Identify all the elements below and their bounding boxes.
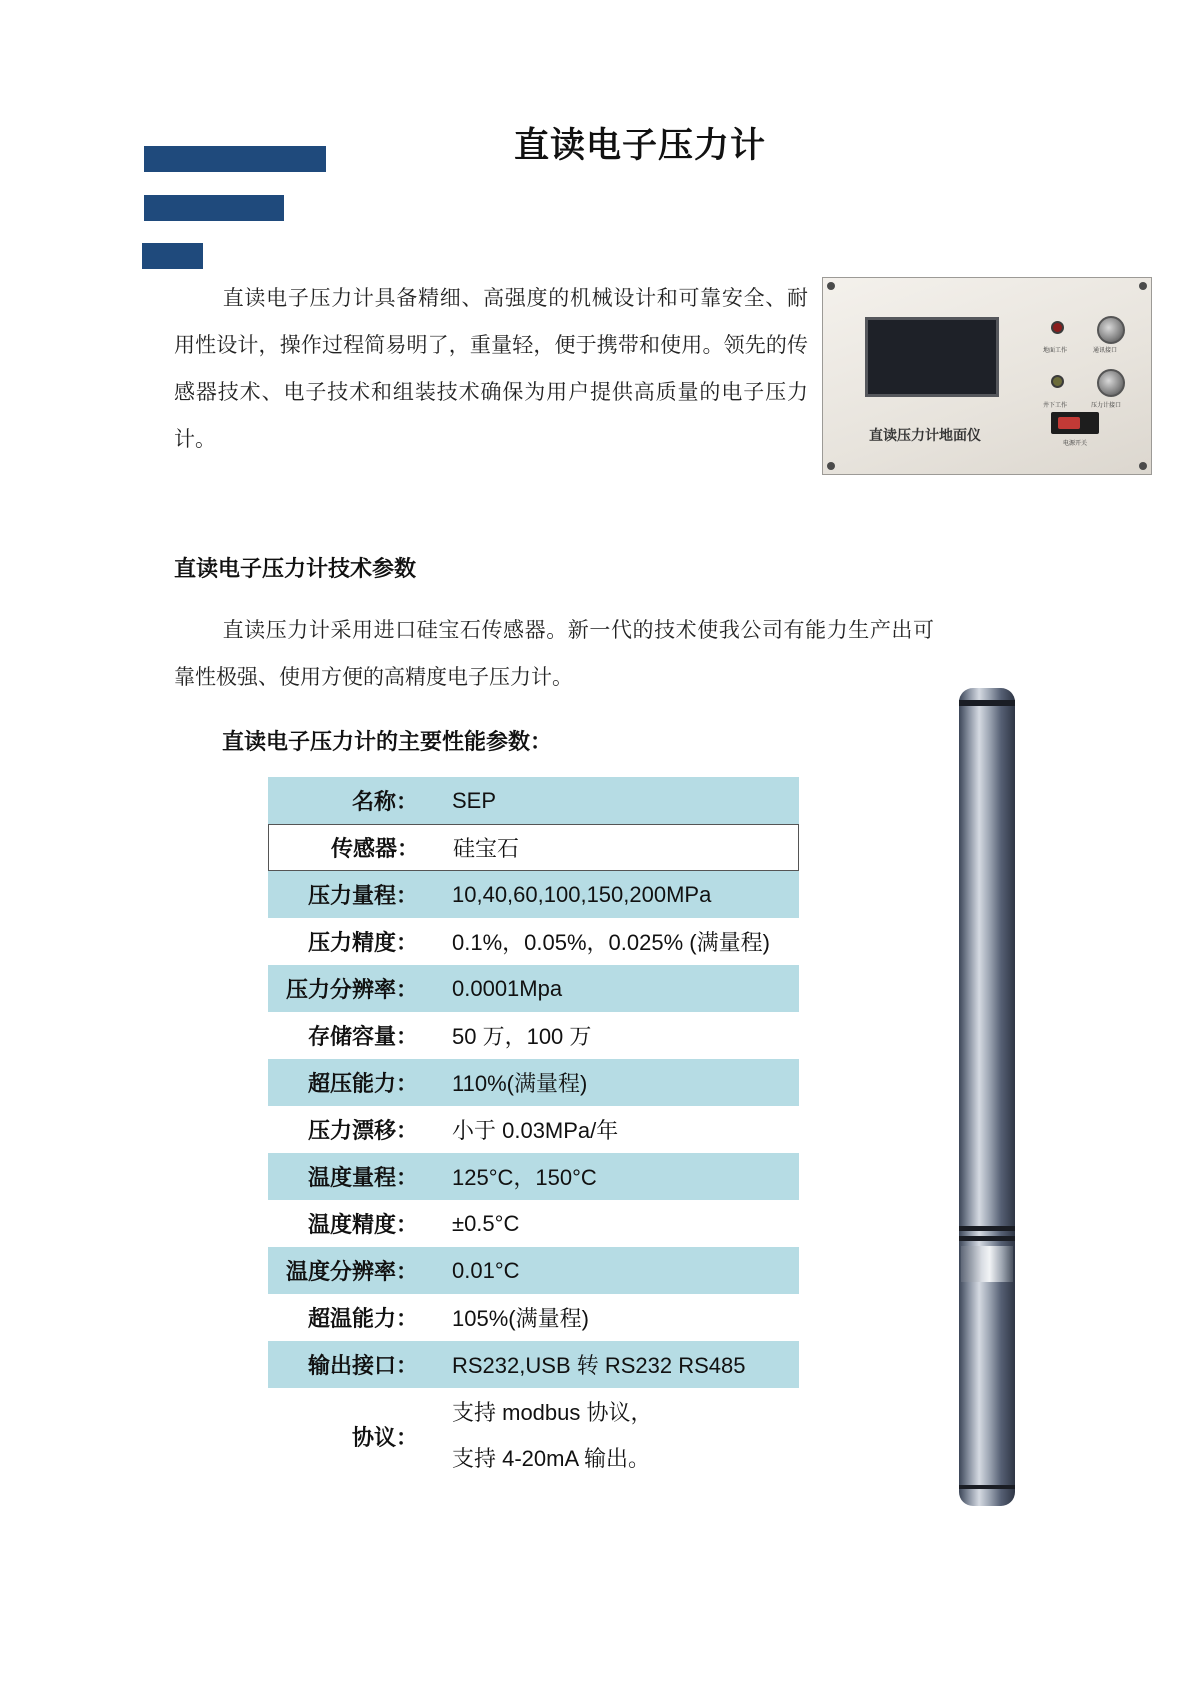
spec-label: 压力漂移：	[307, 1119, 418, 1144]
spec-value: 50 万，100 万	[452, 1024, 592, 1049]
spec-row	[268, 777, 799, 824]
panel-small-label: 通讯接口	[1093, 347, 1118, 354]
spec-label: 名称：	[351, 790, 418, 815]
spec-value: ±0.5°C	[452, 1210, 520, 1236]
spec-row	[268, 1059, 799, 1106]
spec-row	[268, 1106, 799, 1153]
decor-bar-1	[144, 146, 326, 172]
spec-value: 0.0001Mpa	[452, 975, 563, 1001]
led-icon	[1051, 375, 1064, 388]
ground-unit-photo	[822, 277, 1152, 475]
page-title: 直读电子压力计	[513, 125, 766, 166]
panel-label: 直读压力计地面仪	[869, 428, 981, 444]
spec-label: 温度量程：	[307, 1166, 418, 1191]
spec-value: SEP	[452, 787, 497, 813]
section-paragraph	[174, 607, 934, 701]
spec-row	[268, 1153, 799, 1200]
connector-icon	[1097, 316, 1125, 344]
spec-value: 0.01°C	[452, 1257, 520, 1283]
probe-ring	[959, 1236, 1015, 1241]
spec-row	[268, 1247, 799, 1294]
probe-ring	[959, 1485, 1015, 1489]
spec-row	[268, 1012, 799, 1059]
spec-row	[268, 1294, 799, 1341]
pressure-gauge-probe-photo	[955, 680, 1021, 1512]
intro-paragraph	[174, 275, 808, 463]
lcd-screen	[865, 317, 999, 397]
spec-label: 输出接口：	[307, 1354, 418, 1379]
spec-table	[268, 777, 799, 1484]
power-switch-icon	[1051, 412, 1099, 434]
spec-row	[268, 1341, 799, 1388]
panel-small-label: 井下工作	[1043, 402, 1068, 409]
section-text: 直读压力计采用进口硅宝石传感器。新一代的技术使我公司有能力生产出可靠性极强、使用方便的高精度电子压力计。	[174, 618, 934, 689]
probe-nut	[961, 1246, 1013, 1282]
decor-bar-3	[142, 243, 203, 269]
spec-value: 10,40,60,100,150,200MPa	[452, 881, 712, 907]
spec-value: 硅宝石	[453, 837, 520, 862]
spec-value: 110%(满量程)	[452, 1071, 588, 1096]
spec-row	[268, 871, 799, 918]
screw-icon	[827, 462, 835, 470]
spec-label: 协议：	[351, 1425, 418, 1451]
spec-label: 超温能力：	[307, 1307, 418, 1332]
spec-value: RS232,USB 转 RS232 RS485	[452, 1353, 746, 1378]
probe-ring	[959, 700, 1015, 706]
spec-row-protocol	[268, 1388, 799, 1484]
intro-text: 直读电子压力计具备精细、高强度的机械设计和可靠安全、耐用性设计，操作过程简易明了，重量轻，便于携带和使用。领先的传感器技术、电子技术和组装技术确保为用户提供高质量的电子压力计。	[174, 286, 808, 451]
spec-value: 105%(满量程)	[452, 1306, 589, 1331]
spec-label: 传感器：	[330, 837, 419, 862]
spec-label: 压力精度：	[307, 931, 418, 956]
spec-label: 压力分辨率：	[285, 978, 418, 1003]
spec-value: 0.1%，0.05%，0.025% (满量程)	[452, 930, 770, 955]
screw-icon	[1139, 462, 1147, 470]
spec-value	[422, 1390, 653, 1482]
spec-value: 125°C，150°C	[452, 1165, 597, 1190]
spec-row	[268, 824, 799, 871]
panel-small-label: 压力计接口	[1091, 402, 1122, 409]
panel-small-label: 电源开关	[1063, 440, 1088, 447]
probe-ring	[959, 1226, 1015, 1231]
screw-icon	[827, 282, 835, 290]
spec-label: 温度分辨率：	[285, 1260, 418, 1285]
spec-row	[268, 965, 799, 1012]
spec-label: 超压能力：	[307, 1072, 418, 1097]
spec-label: 存储容量：	[307, 1025, 418, 1050]
spec-row	[268, 918, 799, 965]
spec-label: 温度精度：	[307, 1213, 418, 1238]
section-heading: 直读电子压力计技术参数	[174, 556, 417, 582]
protocol-line: 支持 modbus 协议，	[452, 1400, 653, 1425]
decor-bar-2	[144, 195, 284, 221]
spec-value: 小于 0.03MPa/年	[452, 1118, 619, 1143]
connector-icon	[1097, 369, 1125, 397]
panel-small-label: 地面工作	[1043, 347, 1068, 354]
protocol-line: 支持 4-20mA 输出。	[452, 1446, 651, 1471]
led-icon	[1051, 321, 1064, 334]
spec-label: 压力量程：	[307, 884, 418, 909]
spec-row	[268, 1200, 799, 1247]
probe-body	[959, 688, 1015, 1506]
specs-heading: 直读电子压力计的主要性能参数：	[222, 729, 553, 755]
screw-icon	[1139, 282, 1147, 290]
